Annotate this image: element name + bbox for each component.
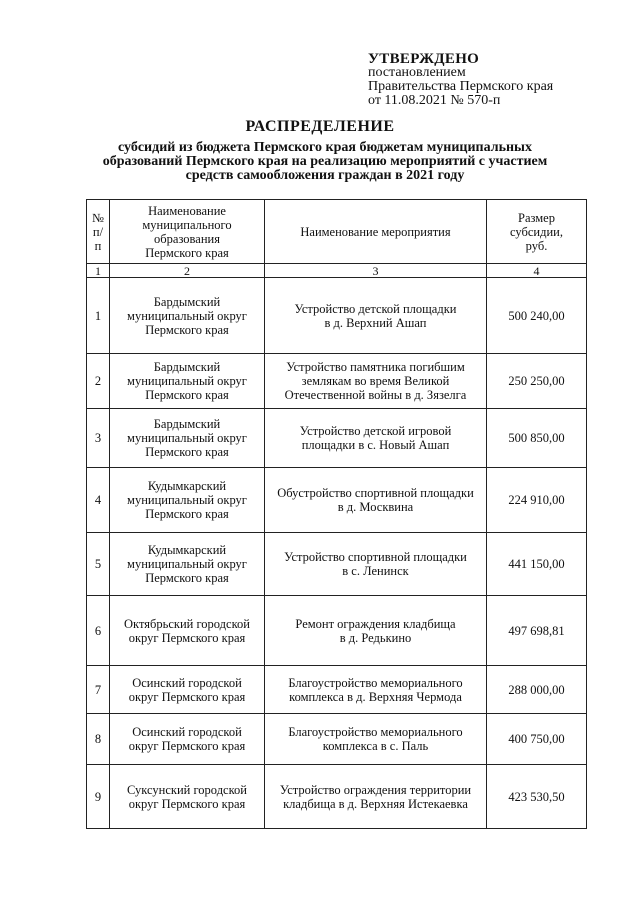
column-number-cell: 1 [87, 264, 110, 278]
header-cell [110, 200, 265, 264]
event-cell [265, 409, 487, 468]
municipality-line: муниципальный округ [127, 493, 247, 507]
table-row [87, 765, 587, 829]
municipality-line: Пермского края [145, 445, 229, 459]
event-line: в д. Верхний Ашап [324, 315, 427, 330]
municipality-line: муниципальный округ [127, 374, 247, 388]
row-number-cell: 7 [87, 666, 110, 714]
header-cell-line: Размер [518, 210, 555, 225]
municipality-cell [110, 533, 265, 596]
municipality-cell [110, 666, 265, 714]
amount-cell: 400 750,00 [487, 714, 587, 765]
column-number-cell: 2 [110, 264, 265, 278]
subtitle-line-3: средств самообложения граждан в 2021 году [185, 168, 465, 183]
municipality-cell [110, 278, 265, 354]
event-line: Устройство детской площадки [294, 301, 457, 316]
amount-cell: 500 850,00 [487, 409, 587, 468]
header-cell-line: № [92, 210, 104, 225]
document-subtitle [60, 141, 590, 183]
row-number-cell: 6 [87, 596, 110, 666]
subtitle-line-2: образований Пермского края на реализацию мероприятий с участием [102, 154, 548, 169]
row-number-cell: 1 [87, 278, 110, 354]
municipality-cell [110, 765, 265, 829]
row-number-cell: 5 [87, 533, 110, 596]
row-number-cell: 3 [87, 409, 110, 468]
municipality-line: муниципальный округ [127, 308, 247, 323]
subtitle-line-1: субсидий из бюджета Пермского края бюджетам муниципальных [118, 140, 532, 155]
table-row [87, 533, 587, 596]
table-row [87, 354, 587, 409]
table-row [87, 714, 587, 765]
event-cell [265, 533, 487, 596]
event-cell [265, 666, 487, 714]
row-number-cell: 4 [87, 468, 110, 533]
event-cell [265, 765, 487, 829]
amount-cell: 288 000,00 [487, 666, 587, 714]
header-cell-line: Пермского края [145, 245, 229, 260]
event-cell [265, 596, 487, 666]
municipality-cell [110, 354, 265, 409]
header-cell [265, 200, 487, 264]
municipality-line: Пермского края [145, 571, 229, 585]
municipality-line: Кудымкарский [147, 479, 227, 493]
header-cell-line: муниципального [142, 217, 232, 232]
municipality-line: Октябрьский городской [124, 616, 250, 631]
municipality-line: Бардымский [153, 417, 221, 431]
table-row [87, 596, 587, 666]
event-cell [265, 354, 487, 409]
amount-cell: 441 150,00 [487, 533, 587, 596]
event-line: в с. Ленинск [342, 564, 409, 578]
header-cell-line: руб. [525, 238, 548, 253]
amount-cell: 497 698,81 [487, 596, 587, 666]
event-cell [265, 714, 487, 765]
approval-line-1: постановлением [368, 65, 466, 80]
approval-heading: УТВЕРЖДЕНО [368, 51, 480, 67]
municipality-line: округ Пермского края [128, 689, 246, 704]
table-row [87, 409, 587, 468]
row-number-cell: 2 [87, 354, 110, 409]
municipality-line: Бардымский [153, 360, 221, 374]
header-cell-line: субсидии, [510, 224, 563, 239]
event-line: Благоустройство мемориального [288, 725, 463, 739]
event-cell [265, 468, 487, 533]
event-line: Благоустройство мемориального [288, 675, 463, 690]
column-number-row [87, 264, 587, 278]
municipality-cell [110, 596, 265, 666]
header-cell [487, 200, 587, 264]
event-line: комплекса в д. Верхняя Чермода [289, 689, 462, 704]
table-row [87, 468, 587, 533]
header-cell-line: п/п [92, 224, 104, 253]
event-line: в д. Редькино [339, 630, 412, 645]
municipality-line: Пермского края [145, 322, 229, 337]
event-line: Обустройство спортивной площадки [277, 486, 474, 500]
subsidy-table-body [87, 200, 587, 829]
table-header-row [87, 200, 587, 264]
event-cell [265, 278, 487, 354]
municipality-line: Суксунский городской [127, 782, 247, 797]
header-cell [87, 200, 110, 264]
amount-cell: 500 240,00 [487, 278, 587, 354]
document-title: РАСПРЕДЕЛЕНИЕ [245, 118, 395, 135]
event-line: Устройство детской игровой [299, 424, 452, 438]
municipality-line: Кудымкарский [147, 543, 227, 557]
municipality-line: муниципальный округ [127, 431, 247, 445]
amount-cell: 224 910,00 [487, 468, 587, 533]
municipality-line: Пермского края [145, 507, 229, 521]
header-cell-line: образования [154, 231, 220, 246]
table-row [87, 666, 587, 714]
event-line: Устройство спортивной площадки [284, 550, 467, 564]
header-cell-line: Наименование мероприятия [300, 224, 451, 239]
approval-line-2: Правительства Пермского края [368, 79, 554, 94]
municipality-line: Пермского края [145, 388, 229, 402]
municipality-cell [110, 409, 265, 468]
event-line: в д. Москвина [337, 500, 414, 514]
municipality-line: Осинский городской [132, 725, 242, 739]
event-line: Устройство памятника погибшим [286, 360, 465, 374]
row-number-cell: 8 [87, 714, 110, 765]
event-line: Ремонт ограждения кладбища [295, 616, 456, 631]
subsidy-table [86, 199, 587, 829]
municipality-line: округ Пермского края [128, 630, 246, 645]
event-line: Отечественной войны в д. Зязелга [284, 388, 467, 402]
municipality-line: округ Пермского края [128, 739, 246, 753]
event-line: землякам во время Великой [301, 374, 450, 388]
approval-block [368, 52, 553, 108]
municipality-line: Бардымский [153, 294, 221, 309]
amount-cell: 423 530,50 [487, 765, 587, 829]
column-number-cell: 4 [487, 264, 587, 278]
municipality-cell [110, 714, 265, 765]
event-line: комплекса в с. Паль [322, 739, 429, 753]
municipality-line: Осинский городской [132, 675, 242, 690]
amount-cell: 250 250,00 [487, 354, 587, 409]
event-line: кладбища в д. Верхняя Истекаевка [283, 796, 468, 811]
table-row [87, 278, 587, 354]
event-line: площадки в с. Новый Ашап [301, 438, 450, 452]
event-line: Устройство ограждения территории [279, 782, 472, 797]
approval-line-3: от 11.08.2021 № 570-п [368, 93, 501, 108]
header-cell-line: Наименование [148, 203, 226, 218]
column-number-cell: 3 [265, 264, 487, 278]
row-number-cell: 9 [87, 765, 110, 829]
municipality-cell [110, 468, 265, 533]
municipality-line: муниципальный округ [127, 557, 247, 571]
municipality-line: округ Пермского края [128, 796, 246, 811]
